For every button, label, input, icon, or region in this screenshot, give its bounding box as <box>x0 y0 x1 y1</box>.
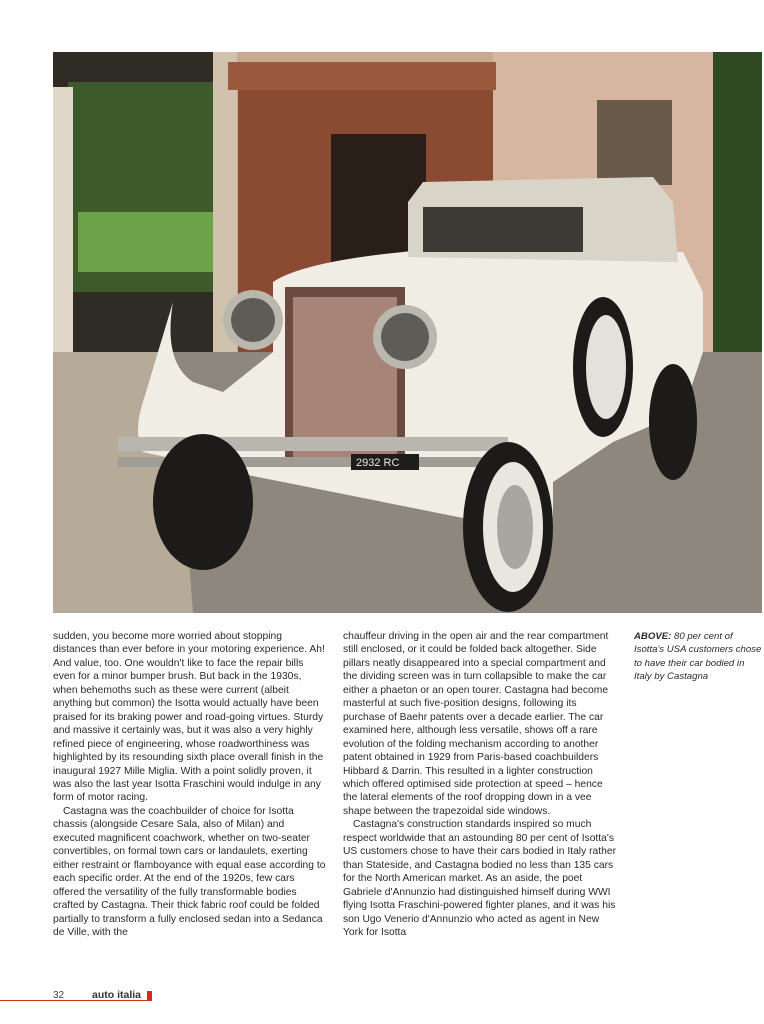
license-plate: 2932 RC <box>356 457 400 469</box>
caption-text: 80 per cent of Isotta's USA customers chose to have their car bodied in Italy by Castagna <box>634 631 762 683</box>
main-photo <box>53 52 762 613</box>
body-column-1 <box>53 630 327 939</box>
photo-caption <box>634 630 762 684</box>
page-number: 32 <box>53 990 65 1001</box>
magazine-accent-mark <box>147 991 152 1001</box>
paragraph: sudden, you become more worried about stopping distances than ever before in your motoring experience. Ah! And value, too. One wouldn't like to face the repair bills even for a minor bumper brush. But back in the 1930s, when behemoths such as these were current (albeit anything but common) the Isotta would actually have been praised for its braking power and road-going virtues. Sturdy and massive it certainly was, but it was also a very highly refined piece of engineering, whose roadworthiness was highlighted by its resounding sixth place overall finish in the inaugural 1927 Mille Miglia. With a point solidly proven, it was also the last year Isotta Fraschini would indulge in any form of motor racing. <box>53 631 325 804</box>
magazine-name: auto italia <box>92 989 142 1001</box>
vintage-car-photo <box>53 52 762 613</box>
paragraph: chauffeur driving in the open air and the rear compartment still enclosed, or it could be folded back altogether. Side pillars neatly disappeared into a special compartment and the dividing screen was in turn collapsible to make the car either a phaeton or an open tourer. Castagna had become masterful at such five-position designs, following its purchase of Baehr patents over a decade earlier. The car examined here, although less versatile, shows off a rare evolution of the folding mechanism according to another patent obtained in 1929 from Paris-based coachbuilders Hibbard & Darrin. This resulted in a lighter construction which offered optimised side protection at speed – hence the lateral elements of the roof dropping down in a vee shape between the trapezoidal side windows. <box>343 631 609 817</box>
paragraph: Castagna's construction standards inspired so much respect worldwide that an astounding 80 per cent of Isotta's US customers chose to have their cars bodied in Italy rather than Stateside, and Castagna bodied no less than 135 cars for the North American market. As an aside, the poet Gabriele d'Annunzio had distinguished himself during WWI flying Isotta Fraschini-powered fighter planes, and it was his son Ugo Venerio d'Annunzio who acted as agent in New York for Isotta <box>343 819 616 938</box>
caption-lead: ABOVE: <box>634 631 672 642</box>
paragraph: Castagna was the coachbuilder of choice for Isotta chassis (alongside Cesare Sala, also of Milan) and executed magnificent coachwork, whether on two-seater convertibles, on formal town cars or landaulets, exerting either restraint or flamboyance with equal ease according to each specific order. At the end of the 1920s, few cars offered the versatility of the fully transformable bodies crafted by Castagna. Their thick fabric roof could be folded partially to transform a fully enclosed sedan into a Sedanca de Ville, with the <box>53 805 326 938</box>
body-column-2 <box>343 630 617 939</box>
